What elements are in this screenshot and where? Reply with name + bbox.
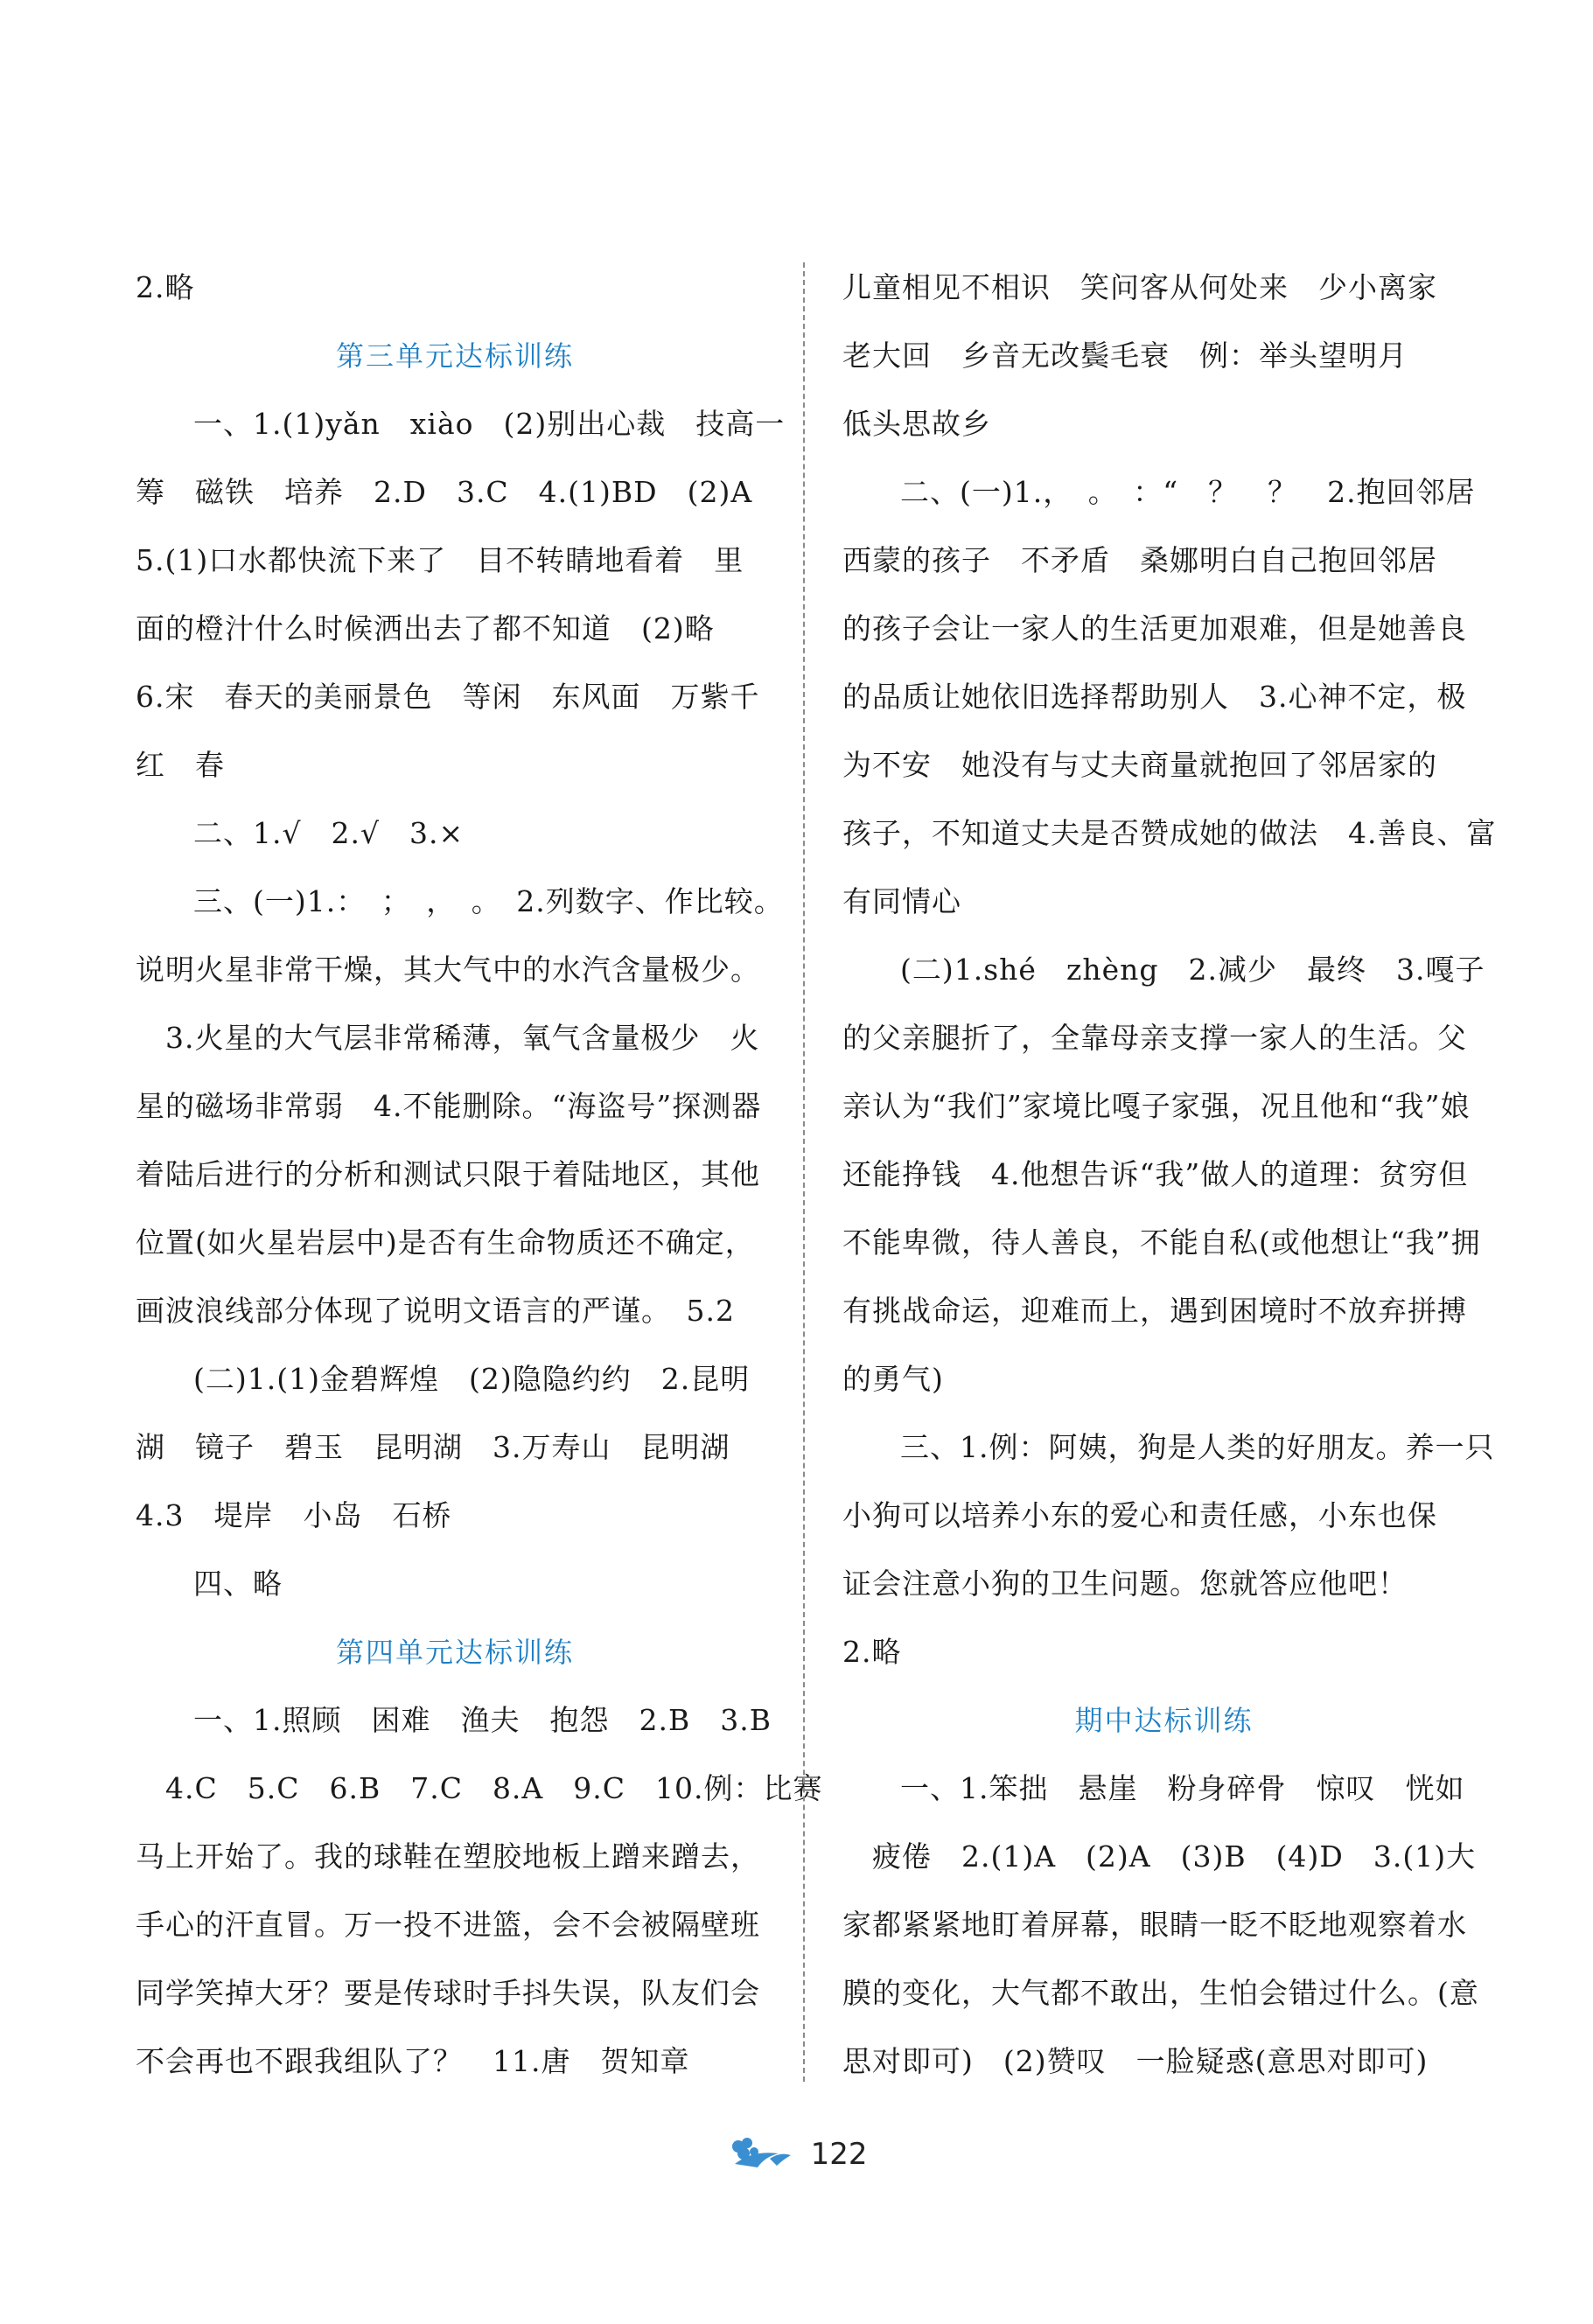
answer-line: (二)1.shé zhèng 2.减少 最终 3.嘎子 [900, 953, 1485, 987]
answer-line: 4.C 5.C 6.B 7.C 8.A 9.C 10.例：比赛 [165, 1771, 823, 1805]
answer-line: 一、1.(1)yǎn xiào (2)别出心裁 技高一 [193, 407, 786, 441]
answer-line: 还能挣钱 4.他想告诉“我”做人的道理：贫穷但 [842, 1157, 1469, 1191]
answer-line: 有同情心 [842, 884, 961, 918]
answer-line: 思对即可) (2)赞叹 一脸疑惑(意思对即可) [842, 2044, 1429, 2078]
answer-line: 2.略 [842, 1635, 902, 1669]
answer-line: 红 春 [136, 748, 225, 782]
section-heading: 第三单元达标训练 [335, 339, 574, 373]
answer-line: 的孩子会让一家人的生活更加艰难，但是她善良 [842, 611, 1467, 646]
answer-line: 膜的变化，大气都不敢出，生怕会错过什么。(意 [842, 1976, 1479, 2010]
answer-line: 筹 磁铁 培养 2.D 3.C 4.(1)BD (2)A [136, 475, 753, 509]
answer-line: 家都紧紧地盯着屏幕，眼睛一眨不眨地观察着水 [842, 1908, 1467, 1942]
answer-line: 三、(一)1.： ； ， 。 2.列数字、作比较。 [193, 884, 784, 918]
answer-line: 手心的汗直冒。万一投不进篮，会不会被隔壁班 [136, 1908, 760, 1942]
answer-line: 四、略 [193, 1567, 283, 1601]
answer-line: 一、1.照顾 困难 渔夫 抱怨 2.B 3.B [193, 1703, 772, 1737]
answer-line: 西蒙的孩子 不矛盾 桑娜明白自己抱回邻居 [842, 543, 1437, 577]
answer-line: 画波浪线部分体现了说明文语言的严谨。 5.2 [136, 1294, 735, 1328]
answer-line: 4.3 堤岸 小岛 石桥 [136, 1498, 452, 1532]
section-heading: 期中达标训练 [1074, 1704, 1254, 1737]
answer-line: 不能卑微，待人善良，不能自私(或他想让“我”拥 [842, 1225, 1481, 1260]
answer-line: 2.略 [136, 270, 195, 304]
answer-line: 5.(1)口水都快流下来了 目不转睛地看着 里 [136, 543, 744, 577]
answer-line: 不会再也不跟我组队了？ 11.唐 贺知章 [136, 2044, 690, 2078]
answer-line: 低头思故乡 [842, 407, 991, 441]
answer-line: 一、1.笨拙 悬崖 粉身碎骨 惊叹 恍如 [900, 1771, 1465, 1805]
answer-line: 的勇气) [842, 1362, 944, 1396]
answer-line: 小狗可以培养小东的爱心和责任感，小东也保 [842, 1498, 1437, 1532]
answer-line: 三、1.例：阿姨，狗是人类的好朋友。养一只 [900, 1430, 1495, 1464]
section-heading: 第四单元达标训练 [335, 1636, 574, 1669]
answer-line: 的父亲腿折了，全靠母亲支撑一家人的生活。父 [842, 1021, 1467, 1055]
answer-line: 同学笑掉大牙？要是传球时手抖失误，队友们会 [136, 1976, 760, 2010]
answer-line: 面的橙汁什么时候洒出去了都不知道 (2)略 [136, 611, 715, 646]
answer-line: 星的磁场非常弱 4.不能删除。“海盗号”探测器 [136, 1089, 762, 1123]
answer-line: 为不安 她没有与丈夫商量就抱回了邻居家的 [842, 748, 1437, 782]
answer-line: 湖 镜子 碧玉 昆明湖 3.万寿山 昆明湖 [136, 1430, 730, 1464]
answer-line: 说明火星非常干燥，其大气中的水汽含量极少。 [136, 953, 760, 987]
flower-logo-icon [726, 2134, 794, 2174]
answer-line: 疲倦 2.(1)A (2)A (3)B (4)D 3.(1)大 [872, 1839, 1477, 1874]
answer-line: 证会注意小狗的卫生问题。您就答应他吧！ [842, 1567, 1408, 1601]
answer-line: 位置(如火星岩层中)是否有生命物质还不确定， [136, 1225, 755, 1260]
column-divider [803, 262, 805, 2082]
answer-line: 孩子，不知道丈夫是否赞成她的做法 4.善良、富 [842, 816, 1497, 850]
answer-line: 二、(一)1.， 。 ：“ ？ ？ 2.抱回邻居 [900, 475, 1476, 509]
answer-line: 有挑战命运，迎难而上，遇到困境时不放弃拼搏 [842, 1294, 1467, 1328]
right-column [842, 254, 1497, 2096]
answer-line: 3.火星的大气层非常稀薄，氧气含量极少 火 [165, 1021, 760, 1055]
answer-line: 二、1.√ 2.√ 3.× [193, 816, 465, 850]
left-column [136, 254, 823, 2096]
page-number: 122 [810, 2137, 868, 2172]
answer-line: 老大回 乡音无改鬓毛衰 例：举头望明月 [842, 338, 1408, 373]
page-footer [0, 2134, 1593, 2204]
answer-line: 的品质让她依旧选择帮助别人 3.心神不定，极 [842, 680, 1467, 714]
answer-line: 6.宋 春天的美丽景色 等闲 东风面 万紫千 [136, 680, 760, 714]
answer-line: 儿童相见不相识 笑问客从何处来 少小离家 [842, 270, 1437, 304]
answer-line: 马上开始了。我的球鞋在塑胶地板上蹭来蹭去， [136, 1839, 760, 1874]
answer-line: 着陆后进行的分析和测试只限于着陆地区，其他 [136, 1157, 760, 1191]
answer-line: 亲认为“我们”家境比嘎子家强，况且他和“我”娘 [842, 1089, 1471, 1123]
answer-line: (二)1.(1)金碧辉煌 (2)隐隐约约 2.昆明 [193, 1362, 751, 1396]
